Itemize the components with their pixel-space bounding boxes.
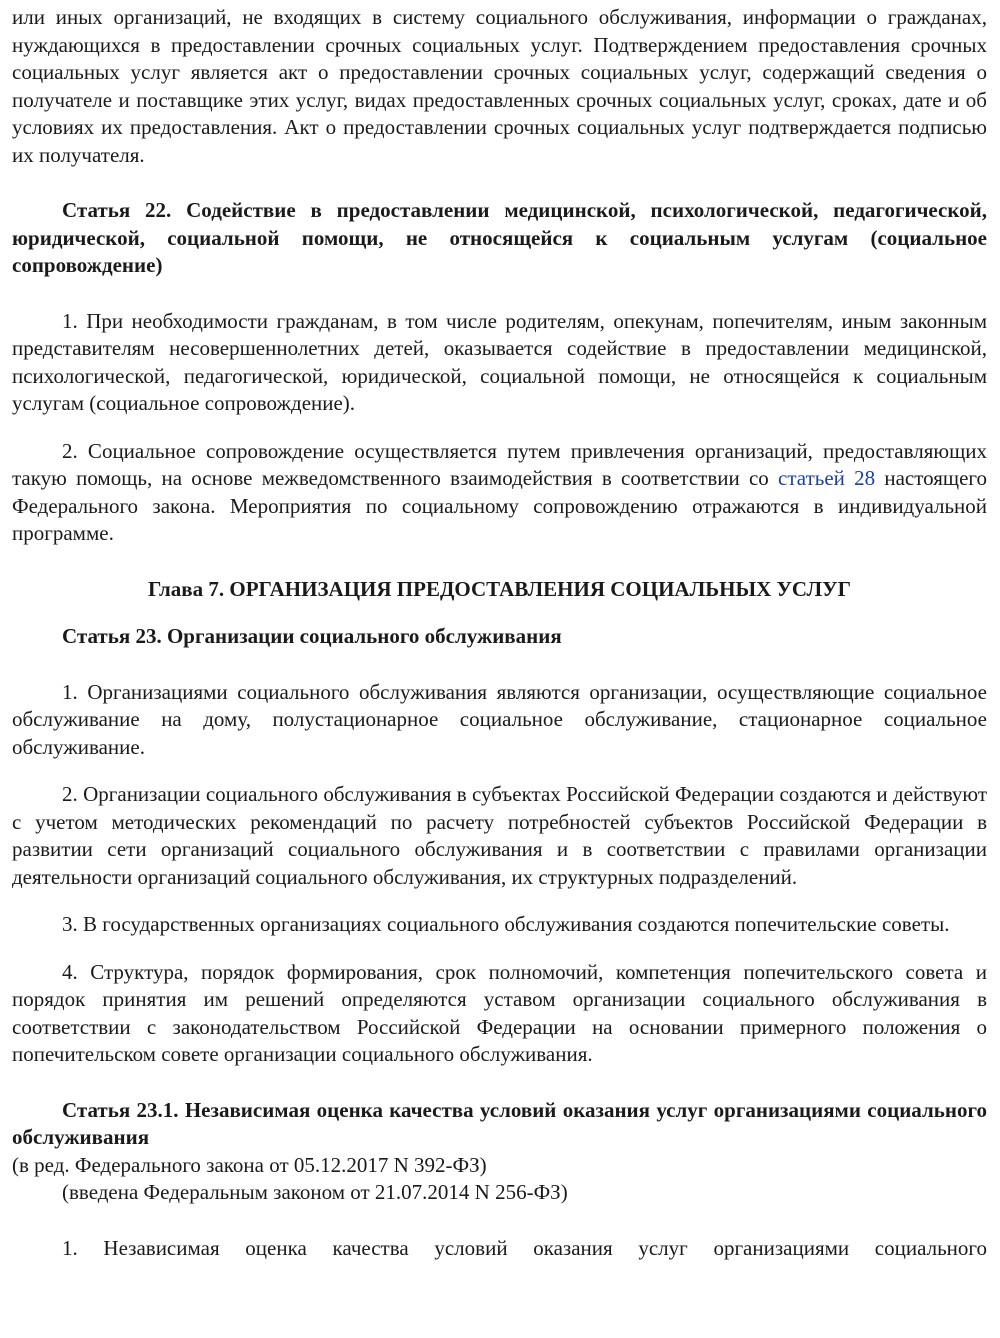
article-22-item-2-text-end: настоящего Федерального закона. Мероприятия по социальному сопровождению отражаются в индивидуальной программе. bbox=[12, 466, 987, 545]
document-page bbox=[12, 0, 987, 1262]
article-22-heading: Статья 22. Содействие в предоставлении медицинской, психологической, педагогической, юридической, социальной помощи, не относящейся к социальным услугам (социальное сопровождение) bbox=[12, 198, 987, 277]
article-28-link[interactable]: статьей 28 bbox=[778, 466, 876, 490]
article-23-item-3: 3. В государственных организациях социального обслуживания создаются попечительские советы. bbox=[62, 912, 950, 936]
article-23-heading: Статья 23. Организации социального обслуживания bbox=[62, 624, 562, 648]
article-23-item-4: 4. Структура, порядок формирования, срок полномочий, компетенция попечительского совета и порядок принятия им решений определяются уставом организации социального обслуживания в соответствии с законодательством Российской Федерации на основании примерного положения о попечительском совете организации социального обслуживания. bbox=[12, 959, 987, 1066]
article-23-item-1: 1. Организациями социального обслуживания являются организации, осуществляющие социальное обслуживание на дому, полустационарное социальное обслуживание, стационарное социальное обслуживание. bbox=[12, 679, 987, 759]
article-23-item-2: 2. Организации социального обслуживания в субъектах Российской Федерации создаются и действуют с учетом методических рекомендаций по расчету потребностей субъектов Российской Федерации в развитии сети организаций социального обслуживания и в соответствии с правилами организации деятельности организаций социального обслуживания, их структурных подразделений. bbox=[12, 782, 987, 889]
article-22-item-1: 1. При необходимости гражданам, в том числе родителям, опекунам, попечителям, иным законным представителям несовершеннолетних детей, оказывается содействие в предоставлении медицинской, психологической, педагогической, юридической, социальной помощи, не относящейся к социальным услугам (социальное сопровождение). bbox=[12, 308, 987, 415]
paragraph-continuation: или иных организаций, не входящих в систему социального обслуживания, информации о гражданах, нуждающихся в предоставлении срочных социальных услуг. Подтверждением предоставления срочных социальных услуг является акт о предоставлении срочных социальных услуг, содержащий сведения о получателе и поставщике этих услуг, видах предоставленных срочных социальных услуг, сроках, дате и об условиях их предоставления. Акт о предоставлении срочных социальных услуг подтверждается подписью их получателя. bbox=[12, 5, 987, 167]
amendment-note: (в ред. Федерального закона от 05.12.2017 N 392-ФЗ) bbox=[12, 1152, 487, 1177]
article-22-item-2-text-start: 2. Социальное сопровождение осуществляется путем привлечения организаций, предоставляющих такую помощь, на основе межведомственного взаимодействия в соответствии со bbox=[12, 438, 987, 490]
chapter-7-heading: Глава 7. ОРГАНИЗАЦИЯ ПРЕДОСТАВЛЕНИЯ СОЦИАЛЬНЫХ УСЛУГ bbox=[148, 576, 851, 601]
article-23-1-item-1: 1. Независимая оценка качества условий оказания услуг организациями социального bbox=[62, 1235, 987, 1260]
article-23-1-heading: Статья 23.1. Независимая оценка качества условий оказания услуг организациями социального обслуживания bbox=[12, 1097, 987, 1149]
article-22-item-2 bbox=[12, 438, 987, 548]
introduction-note: (введена Федеральным законом от 21.07.2014 N 256-ФЗ) bbox=[62, 1180, 568, 1204]
